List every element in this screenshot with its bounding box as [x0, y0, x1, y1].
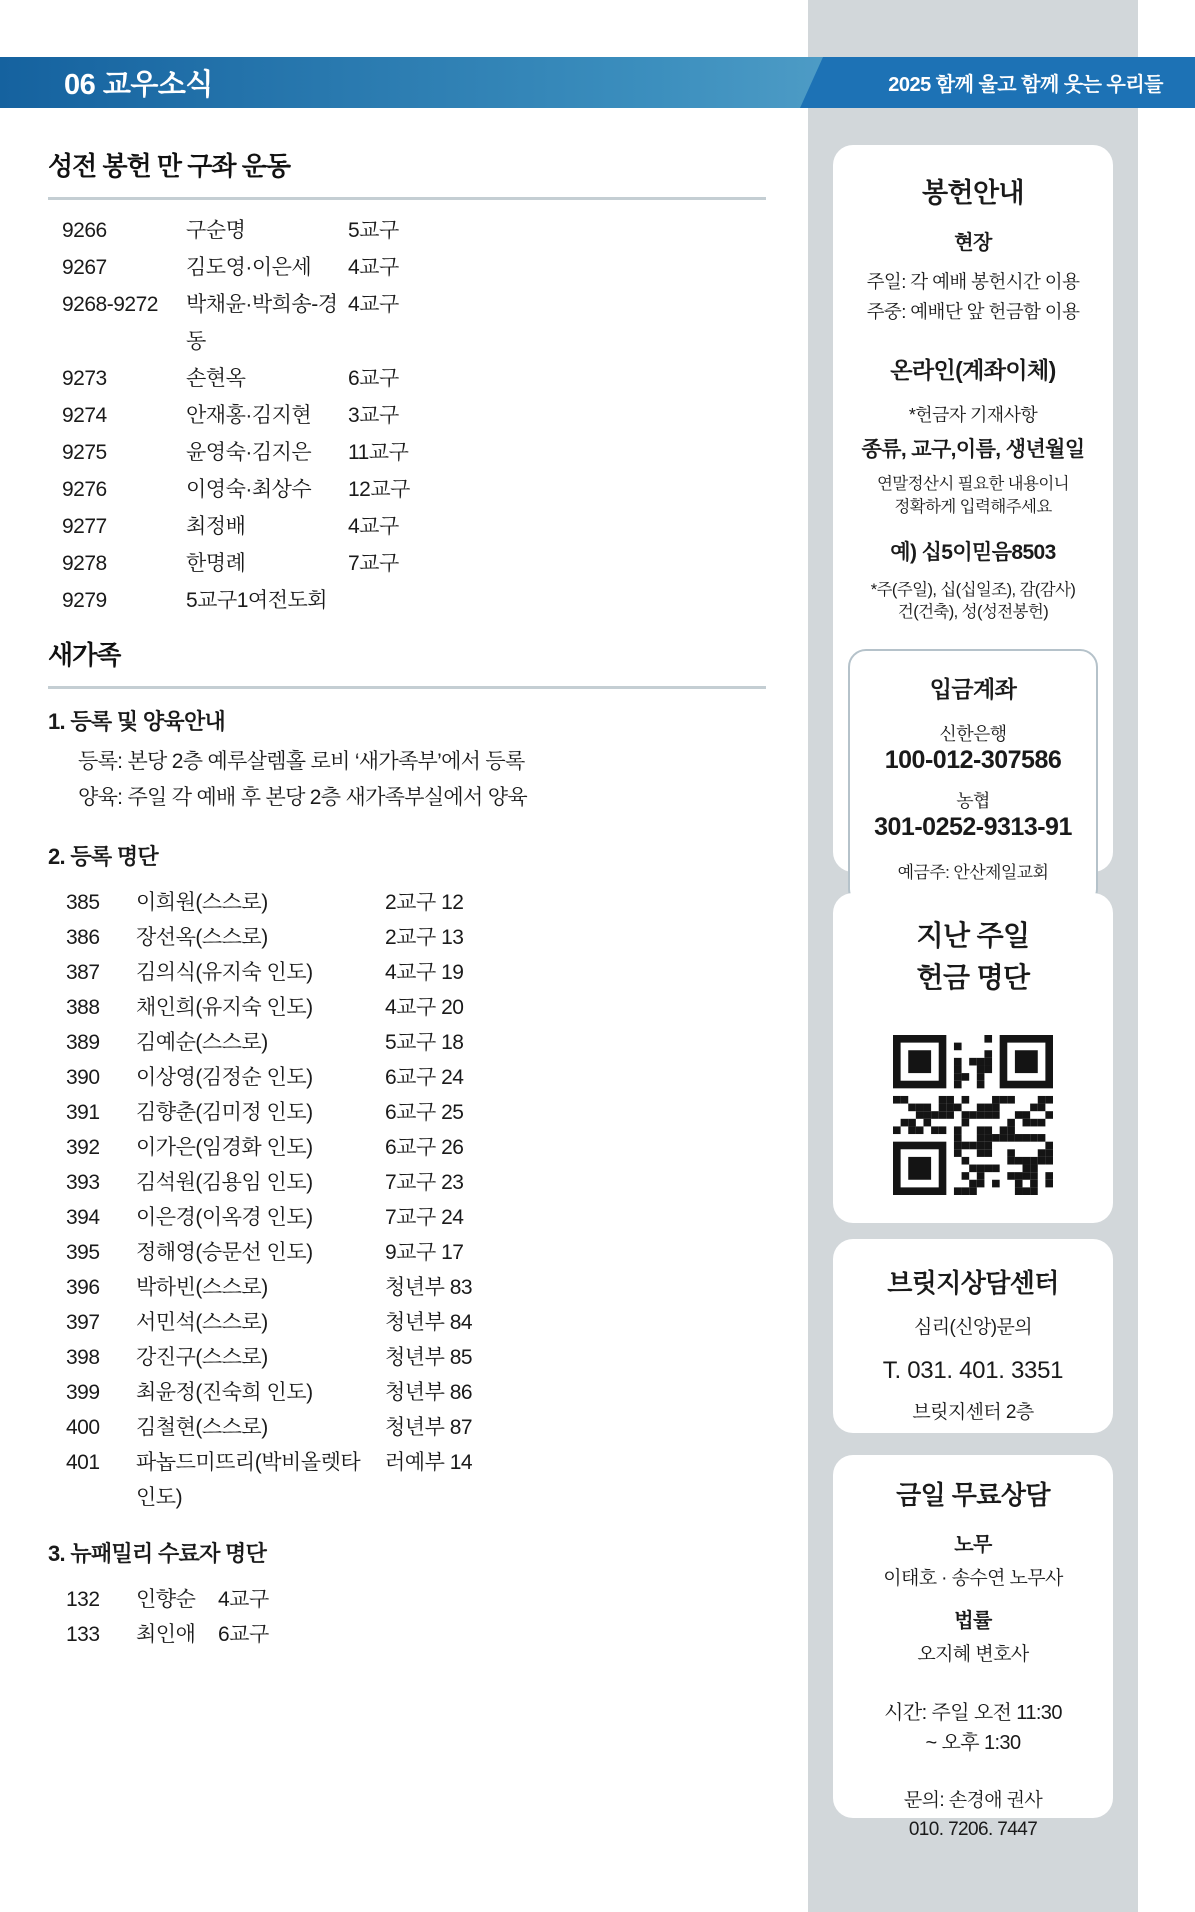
- member-name: 김석원(김용임 인도): [136, 1171, 313, 1194]
- law-counselor: 오지혜 변호사: [917, 1644, 1029, 1665]
- member-name: 최정배: [186, 515, 246, 538]
- table-row: [48, 1060, 766, 1095]
- account-number: 9268-9272: [62, 293, 158, 316]
- parish-label: 2교구 12: [385, 891, 464, 914]
- member-name: 김도영·이은세: [186, 256, 312, 279]
- table-row: [48, 1095, 766, 1130]
- table-row: [48, 1200, 766, 1235]
- parish-label: 5교구: [348, 219, 399, 242]
- qr-card-title: [833, 893, 1113, 999]
- bank-name-nonghyup: 농협: [956, 791, 990, 811]
- account-box-title: 입금계좌: [929, 676, 1017, 702]
- table-row: [48, 1340, 766, 1375]
- bridge-phone-number: T. 031. 401. 3351: [882, 1357, 1064, 1384]
- table-row: [48, 249, 766, 286]
- table-row: [48, 397, 766, 434]
- online-detail: [833, 473, 1113, 518]
- member-name: 이희원(스스로): [136, 891, 268, 914]
- account-holder: 예금주: 안산제일교회: [897, 863, 1049, 882]
- roster-heading: 2. 등록 명단: [48, 844, 158, 869]
- online-detail-line1: 연말정산시 필요한 내용이니: [876, 475, 1070, 493]
- labor-heading: 노무: [954, 1534, 992, 1556]
- registration-number: 400: [66, 1416, 100, 1439]
- member-name: 장선옥(스스로): [136, 926, 268, 949]
- onsite-lines: [833, 267, 1113, 326]
- member-name: 최윤정(진숙희 인도): [136, 1381, 313, 1404]
- member-name: 윤영숙·김지은: [186, 441, 312, 464]
- table-row: [48, 885, 766, 920]
- table-row: [48, 545, 766, 582]
- registration-number: 397: [66, 1311, 100, 1334]
- parish-label: 청년부 83: [385, 1276, 473, 1299]
- offering-card-title: 봉헌안내: [922, 178, 1024, 208]
- registration-number: 389: [66, 1031, 100, 1054]
- member-name: 정해영(승문선 인도): [136, 1241, 313, 1264]
- account-number: 9276: [62, 478, 107, 501]
- table-row: [48, 508, 766, 545]
- parish-label: 5교구 18: [385, 1031, 464, 1054]
- account-number: 9274: [62, 404, 107, 427]
- registration-number: 394: [66, 1206, 100, 1229]
- online-note: *헌금자 기재사항: [908, 405, 1038, 425]
- offering-example: 예) 십5이믿음8503: [890, 541, 1056, 564]
- onsite-heading: 현장: [954, 232, 992, 254]
- newfamily-section-title: 새가족: [48, 640, 121, 670]
- guide-heading: 1. 등록 및 양육안내: [48, 709, 226, 734]
- guide-lines: [48, 744, 766, 816]
- registration-number: 393: [66, 1171, 100, 1194]
- parish-label: 12교구: [348, 478, 410, 501]
- member-name: 이상영(김정순 인도): [136, 1066, 313, 1089]
- registration-number: 387: [66, 961, 100, 984]
- member-name: 김예순(스스로): [136, 1031, 268, 1054]
- member-name: 5교구1여전도회: [186, 589, 328, 612]
- labor-counselors: 이태호 · 송수연 노무사: [883, 1568, 1063, 1589]
- member-name: 김철현(스스로): [136, 1416, 268, 1439]
- member-name: 손현옥: [186, 367, 246, 390]
- registration-number: 398: [66, 1346, 100, 1369]
- table-row: [48, 1582, 766, 1617]
- free-counsel-card: [833, 1455, 1113, 1840]
- table-row: [48, 212, 766, 249]
- member-name: 서민석(스스로): [136, 1311, 268, 1334]
- parish-label: 4교구: [348, 256, 399, 279]
- registration-number: 390: [66, 1066, 100, 1089]
- table-row: [48, 1375, 766, 1410]
- account-number: 9266: [62, 219, 107, 242]
- account-number: 9267: [62, 256, 107, 279]
- onsite-sunday-line: 주일: 각 예배 봉헌시간 이용: [866, 271, 1080, 292]
- qr-title-line2: 헌금 명단: [916, 962, 1030, 993]
- newfamily-list: [48, 885, 766, 1515]
- bridge-card-subtitle: 심리(신앙)문의: [914, 1317, 1032, 1338]
- header-slogan: 2025 함께 울고 함께 웃는 우리들: [888, 74, 1163, 96]
- qr-code: [893, 1035, 1053, 1200]
- parish-label: 청년부 84: [385, 1311, 473, 1334]
- page-title: 06 교우소식: [64, 69, 213, 101]
- graduates-heading: 3. 뉴패밀리 수료자 명단: [48, 1541, 267, 1566]
- parish-label: 6교구: [348, 367, 399, 390]
- member-name: 이은경(이옥경 인도): [136, 1206, 313, 1229]
- account-number: 9279: [62, 589, 107, 612]
- table-row: [48, 955, 766, 990]
- online-fields: 종류, 교구,이름, 생년월일: [861, 438, 1085, 461]
- member-name: 최인애: [136, 1623, 196, 1646]
- table-row: [48, 990, 766, 1025]
- table-row: [48, 1025, 766, 1060]
- online-detail-line2: 정확하게 입력해주세요: [894, 497, 1052, 516]
- section-divider: [48, 686, 766, 689]
- donation-section-title: 성전 봉헌 만 구좌 운동: [48, 151, 290, 181]
- registration-number: 401: [66, 1451, 100, 1474]
- registration-number: 385: [66, 891, 100, 914]
- table-row: [48, 582, 766, 619]
- table-row: [48, 920, 766, 955]
- table-row: [48, 471, 766, 508]
- parish-label: 4교구 19: [385, 961, 464, 984]
- graduate-number: 132: [66, 1588, 100, 1611]
- onsite-weekday-line: 주중: 예배단 앞 헌금함 이용: [866, 300, 1080, 322]
- parish-label: 청년부 85: [385, 1346, 473, 1369]
- member-name: 강진구(스스로): [136, 1346, 268, 1369]
- parish-label: 4교구: [218, 1588, 269, 1611]
- member-name: 박하빈(스스로): [136, 1276, 268, 1299]
- member-name: 인향순: [136, 1588, 196, 1611]
- account-number: 9277: [62, 515, 107, 538]
- registration-number: 392: [66, 1136, 100, 1159]
- table-row: [48, 1305, 766, 1340]
- member-name: 채인희(유지숙 인도): [136, 996, 313, 1019]
- registration-number: 386: [66, 926, 100, 949]
- parish-label: 7교구 24: [385, 1206, 464, 1229]
- counsel-time-line1: 시간: 주일 오전 11:30: [884, 1702, 1062, 1724]
- bank-account-box: [848, 649, 1098, 907]
- graduates-list: [48, 1582, 766, 1652]
- parish-label: 6교구: [218, 1623, 269, 1646]
- account-number-nonghyup: 301-0252-9313-91: [874, 813, 1072, 841]
- bridge-card-title: 브릿지상담센터: [887, 1268, 1059, 1298]
- legend-line1: *주(주일), 십(십일조), 감(감사): [870, 581, 1076, 599]
- registration-number: 388: [66, 996, 100, 1019]
- parish-label: 4교구: [348, 515, 399, 538]
- main-column: [48, 0, 766, 1652]
- guide-line-register: 등록: 본당 2층 예루살렘홀 로비 ‘새가족부’에서 등록: [78, 750, 525, 773]
- account-number: 9278: [62, 552, 107, 575]
- table-row: [48, 1165, 766, 1200]
- account-number-shinhan: 100-012-307586: [884, 746, 1062, 774]
- parish-label: 6교구 24: [385, 1066, 464, 1089]
- registration-number: 391: [66, 1101, 100, 1124]
- offering-legend: [833, 580, 1113, 623]
- table-row: [48, 1270, 766, 1305]
- member-name: 파놉드미뜨리(박비올렛타 인도): [136, 1451, 361, 1509]
- parish-label: 러예부 14: [385, 1451, 473, 1474]
- member-name: 이영숙·최상수: [186, 478, 312, 501]
- law-heading: 법률: [954, 1610, 992, 1632]
- member-name: 박채윤·박희송-경동: [186, 293, 338, 353]
- parish-label: 2교구 13: [385, 926, 464, 949]
- account-number: 9273: [62, 367, 107, 390]
- bridge-center-card: [833, 1239, 1113, 1433]
- parish-label: [348, 582, 766, 619]
- member-name: 구순명: [186, 219, 246, 242]
- table-row: [48, 360, 766, 397]
- registration-number: 396: [66, 1276, 100, 1299]
- offering-guide-card: [833, 145, 1113, 882]
- offering-qr-card: [833, 893, 1113, 1223]
- graduate-number: 133: [66, 1623, 100, 1646]
- table-row: [48, 1445, 766, 1515]
- counsel-time-line2: ~ 오후 1:30: [925, 1732, 1021, 1754]
- member-name: 김향춘(김미정 인도): [136, 1101, 313, 1124]
- table-row: [48, 1410, 766, 1445]
- bridge-location: 브릿지센터 2층: [912, 1402, 1034, 1423]
- donation-list: [48, 212, 766, 619]
- parish-label: 9교구 17: [385, 1241, 464, 1264]
- counsel-card-title: 금일 무료상담: [896, 1480, 1050, 1510]
- qr-title-line1: 지난 주일: [916, 920, 1030, 951]
- parish-label: 7교구: [348, 552, 399, 575]
- table-row: [48, 1130, 766, 1165]
- member-name: 김의식(유지숙 인도): [136, 961, 313, 984]
- parish-label: 7교구 23: [385, 1171, 464, 1194]
- counsel-contact-phone: 010. 7206. 7447: [908, 1819, 1038, 1840]
- parish-label: 청년부 87: [385, 1416, 473, 1439]
- parish-label: 6교구 25: [385, 1101, 464, 1124]
- parish-label: 6교구 26: [385, 1136, 464, 1159]
- section-divider: [48, 197, 766, 200]
- table-row: [48, 1235, 766, 1270]
- parish-label: 4교구: [348, 293, 399, 316]
- table-row: [48, 286, 766, 360]
- counsel-time: [833, 1698, 1113, 1758]
- member-name: 한명례: [186, 552, 246, 575]
- account-number: 9275: [62, 441, 107, 464]
- counsel-contact: [833, 1786, 1113, 1844]
- parish-label: 3교구: [348, 404, 399, 427]
- legend-line2: 건(건축), 성(성전봉헌): [897, 602, 1049, 621]
- member-name: 이가은(임경화 인도): [136, 1136, 313, 1159]
- registration-number: 399: [66, 1381, 100, 1404]
- online-heading: 온라인(계좌이체): [890, 357, 1056, 383]
- bank-name-shinhan: 신한은행: [939, 724, 1007, 744]
- registration-number: 395: [66, 1241, 100, 1264]
- parish-label: 4교구 20: [385, 996, 464, 1019]
- table-row: [48, 434, 766, 471]
- parish-label: 11교구: [348, 441, 409, 464]
- counsel-contact-name: 문의: 손경애 권사: [903, 1790, 1043, 1811]
- table-row: [48, 1617, 766, 1652]
- member-name: 안재홍·김지현: [186, 404, 312, 427]
- guide-line-nurture: 양육: 주일 각 예배 후 본당 2층 새가족부실에서 양육: [78, 786, 527, 809]
- parish-label: 청년부 86: [385, 1381, 473, 1404]
